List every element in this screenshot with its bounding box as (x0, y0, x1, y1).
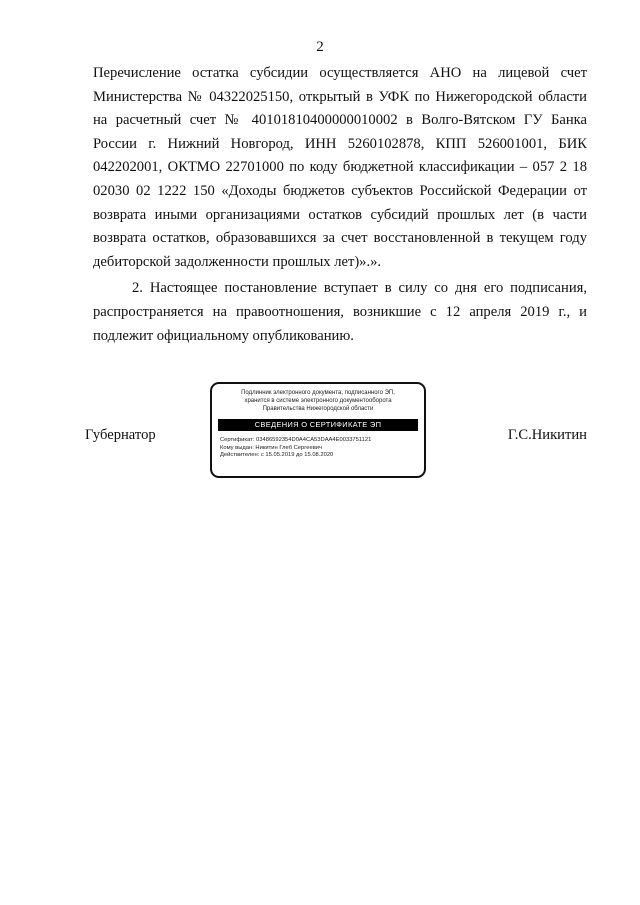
document-body (93, 62, 587, 348)
stamp-notice-line: хранится в системе электронного документооборота (244, 398, 392, 404)
stamp-notice (218, 389, 418, 413)
stamp-validity: Действителен: с 15.05.2019 до 15.08.2020 (220, 452, 334, 458)
signature-block (0, 382, 640, 482)
stamp-notice-line: Подлинник электронного документа, подписанного ЭП, (241, 390, 395, 396)
stamp-certificate-details (220, 437, 416, 460)
electronic-signature-stamp (210, 382, 426, 478)
stamp-certificate-number: Сертификат: 03486592354D0A4CA53DAA4E0033751121 (220, 437, 372, 443)
signer-position: Губернатор (85, 427, 156, 443)
paragraph-entry-into-force: 2. Настоящее постановление вступает в силу со дня его подписания, распространяется на правоотношения, возникшие с 12 апреля 2019 г., и подлежит официальному опубликованию. (93, 280, 587, 344)
stamp-issued-to: Кому выдан: Никитин Глеб Сергеевич (220, 444, 323, 451)
stamp-certificate-banner: СВЕДЕНИЯ О СЕРТИФИКАТЕ ЭП (218, 419, 418, 431)
paragraph-subsidy-transfer: Перечисление остатка субсидии осуществляется АНО на лицевой счет Министерства № 04322025150, открытый в УФК по Нижегородской области на расчетный счет № 40101810400000010002 в Волго-Вятском ГУ Банка России г. Нижний Новгород, ИНН 5260102878, КПП 526001001, БИК 042202001, ОКТМО 22701000 по коду бюджетной классификации – 057 2 18 02030 02 1222 150 «Доходы бюджетов субъектов Российской Федерации от возврата иными организациями остатков субсидий прошлых лет (в части возврата остатков, образовавшихся за счет восстановленной в текущем году дебиторской задолженности прошлых лет)».». (93, 65, 587, 270)
stamp-notice-line: Правительства Нижегородской области (262, 406, 374, 412)
page-number: 2 (316, 39, 324, 55)
signer-name: Г.С.Никитин (507, 427, 587, 443)
